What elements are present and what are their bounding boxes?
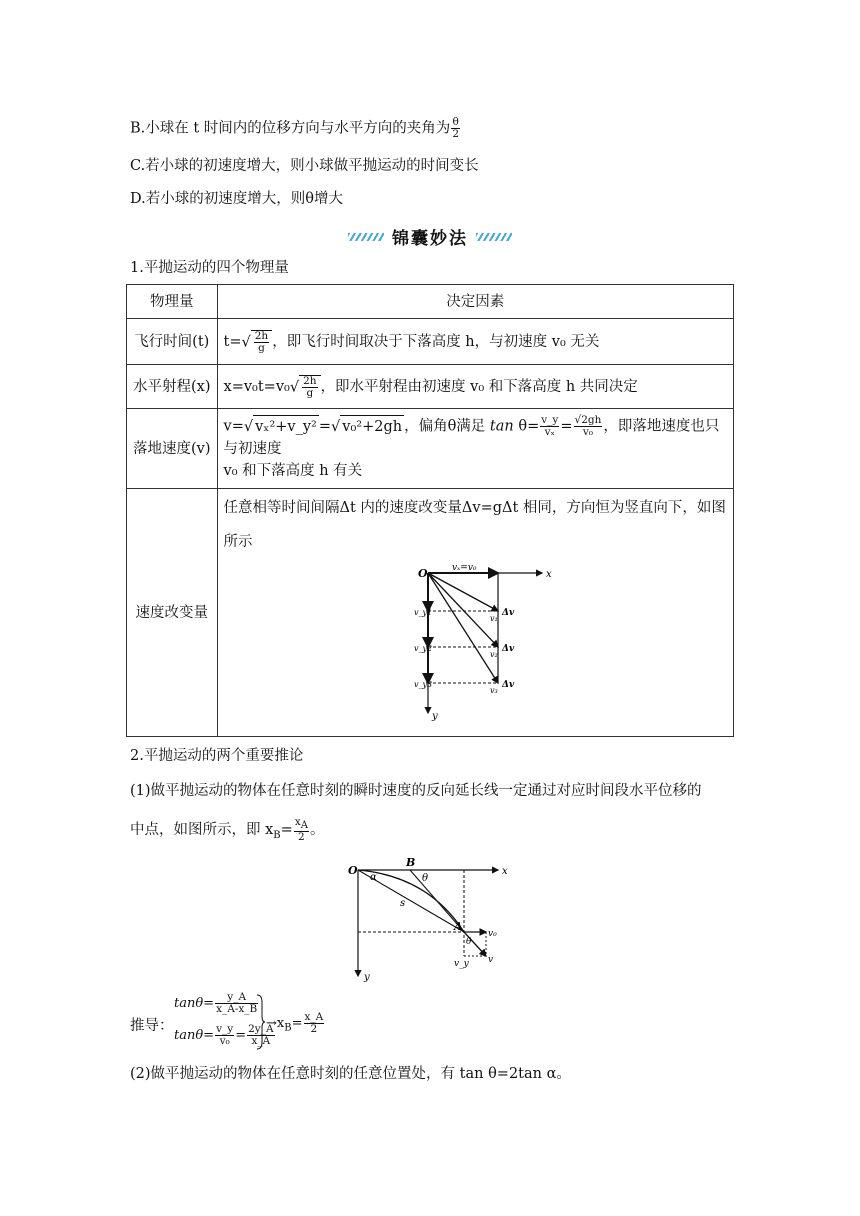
row-name: 水平射程(x) (127, 365, 218, 409)
v2-label: v₂ (489, 650, 498, 659)
table-header-quantity: 物理量 (127, 285, 218, 319)
frac-den: vₓ (544, 426, 555, 438)
section1-heading: 1.平抛运动的四个物理量 (130, 260, 289, 276)
row-text: ，即飞行时间取决于下落高度 h，与初速度 v₀ 无关 (272, 333, 600, 350)
frac-num: v_y (541, 414, 559, 426)
section2-p1-line1: (1)做平抛运动的物体在任意时刻的瞬时速度的反向延长线一定通过对应时间段水平位移的 (130, 783, 702, 799)
vy3-label: v_y3 (413, 680, 432, 689)
section2-p2: (2)做平抛运动的物体在任意时刻的任意位置处，有 tan θ=2tan α。 (130, 1066, 571, 1082)
origin-label: O (417, 567, 428, 580)
frac-num: y_A (215, 992, 258, 1004)
sub: A (300, 820, 308, 832)
dv-label: Δv (501, 644, 514, 654)
derivation-line-1 (174, 992, 259, 1015)
arrow-lead: →x (266, 1016, 285, 1031)
v1-arrow (428, 573, 498, 611)
frac-den: 2 (298, 831, 305, 844)
formula-lead: t= (223, 333, 242, 350)
text: = (280, 822, 293, 839)
frac-num (294, 817, 309, 832)
section2-p1-line2 (130, 817, 324, 846)
option-b (130, 117, 461, 140)
v3-arrow (428, 573, 498, 683)
equals: = (291, 1016, 303, 1031)
sub: B (273, 829, 281, 841)
dv-label: Δv (501, 680, 514, 690)
row-text: ，偏角θ满足 (404, 418, 490, 435)
frac-num: 2y_A (248, 1023, 274, 1035)
table-row (127, 409, 734, 489)
x: x (294, 816, 301, 828)
lead: tanθ= (174, 996, 215, 1011)
trajectory-figure (348, 856, 518, 984)
vy1-label: v_y1 (413, 608, 432, 617)
vy2-label: v_y2 (413, 644, 432, 653)
point-a-label: A (454, 920, 463, 933)
row-name: 飞行时间(t) (127, 319, 218, 365)
v2-arrow (428, 573, 498, 647)
theta-eq: θ= (513, 418, 540, 435)
sqrt-expression: √ v₀²+2gh (331, 415, 404, 438)
frac-den: x_A (251, 1035, 271, 1047)
frac-num: v_y (216, 1023, 234, 1035)
y-axis-label: y (431, 711, 438, 722)
row-text: 任意相等时间间隔Δt 内的速度改变量Δv=gΔt 相同，方向恒为竖直向下，如图 (223, 500, 726, 516)
lead: tanθ= (174, 1028, 215, 1043)
row-text: v₀ 和下落高度 h 有关 (223, 463, 363, 479)
table-row (127, 489, 734, 737)
frac-den: v₀ (219, 1035, 230, 1047)
fraction (215, 1024, 234, 1047)
radicand: v₀²+2gh (340, 415, 404, 438)
v0-label: v₀ (488, 929, 497, 939)
text: 中点，如图所示，即 x (130, 822, 274, 839)
banner-right-stripes (476, 233, 512, 241)
theta-label: θ (422, 873, 429, 884)
frac-num: θ (452, 116, 459, 128)
table-header-row (127, 285, 734, 319)
table-header-factors: 决定因素 (217, 285, 733, 319)
table-row (127, 319, 734, 365)
table-row (127, 365, 734, 409)
y-axis-label: y (364, 972, 370, 983)
row-content (217, 365, 733, 409)
v-label: v (488, 955, 494, 965)
frac-num: 2h (254, 329, 269, 342)
x-axis-label: x (502, 866, 508, 877)
section-banner (0, 224, 860, 250)
sqrt-expression: √ vₓ²+v_y² (244, 415, 319, 438)
theta-half-fraction (451, 117, 460, 140)
vy-label: v_y (454, 959, 469, 969)
sqrt-expression: √ $\frac{2h}{g}$ (290, 375, 321, 399)
v1-label: v₁ (489, 614, 498, 623)
theta-label-a: θ (466, 937, 472, 947)
equals: = (318, 418, 332, 435)
equals: = (235, 1028, 247, 1043)
frac-num: x_A (304, 1011, 324, 1023)
row-text: ，即水平射程由初速度 v₀ 和下落高度 h 共同决定 (320, 378, 638, 395)
frac-num: √2gh (574, 414, 602, 426)
formula-lead: x=v₀t=v₀ (223, 378, 290, 395)
row-content (217, 489, 733, 737)
frac-den: 2 (452, 128, 459, 140)
frac-den: 2 (310, 1023, 318, 1035)
frac-den: g (258, 341, 265, 354)
row-content: v=√ vₓ²+v_y² =√ v₀²+2gh ，偏角θ满足 tan θ= $\frac{v\_y}{\text{vₓ}}$ = $\frac{√2gh}{\text{v₀}}$ ，即落地速度也只与初速度 v₀ 和下落高度 h 有关 (217, 409, 733, 489)
brace-icon (256, 994, 266, 1050)
v3-label: v₃ (489, 686, 498, 695)
row-name: 速度改变量 (127, 489, 218, 737)
tan-label: tan (489, 418, 514, 435)
fraction (215, 992, 258, 1015)
option-c: C.若小球的初速度增大，则小球做平抛运动的时间变长 (130, 158, 479, 174)
derivation-label: 推导： (130, 1018, 174, 1034)
derivation-result (266, 1012, 325, 1035)
sub: B (284, 1022, 292, 1034)
frac-num: 2h (303, 374, 317, 387)
row-name: 落地速度(v) (127, 409, 218, 489)
row-text: 所示 (223, 534, 253, 550)
fraction (294, 817, 309, 843)
projectile-quantities-table (126, 284, 734, 737)
row-text: ，即落地速度也只与初速度 (223, 418, 720, 457)
derivation (130, 992, 350, 1054)
origin-label: O (348, 864, 358, 877)
fraction (540, 415, 559, 438)
text: 。 (309, 822, 325, 839)
dv-label: Δv (501, 608, 514, 618)
frac-den: x_A-x_B (216, 1003, 258, 1015)
sqrt-expression: √ $\frac{2h}{g}$ (242, 330, 273, 354)
option-b-text: B.小球在 t 时间内的位移方向与水平方向的夹角为 (130, 120, 451, 137)
s-label: s (400, 898, 406, 909)
formula-lead: v= (223, 418, 244, 435)
frac-den: v₀ (582, 426, 594, 438)
point-b-label: B (406, 856, 416, 869)
banner-left-stripes (348, 233, 384, 241)
fraction (304, 1012, 325, 1035)
section2-heading: 2.平抛运动的两个重要推论 (130, 748, 304, 764)
radicand: vₓ²+v_y² (253, 415, 319, 438)
frac-den: g (306, 386, 314, 399)
option-d: D.若小球的初速度增大，则θ增大 (130, 191, 343, 207)
vx-label: vₓ=v₀ (451, 563, 477, 573)
velocity-change-figure (414, 563, 574, 723)
banner-title: 锦囊妙法 (392, 229, 468, 249)
row-content (217, 319, 733, 365)
alpha-label: α (370, 872, 377, 883)
x-axis-label: x (545, 569, 552, 580)
fraction (574, 415, 603, 438)
